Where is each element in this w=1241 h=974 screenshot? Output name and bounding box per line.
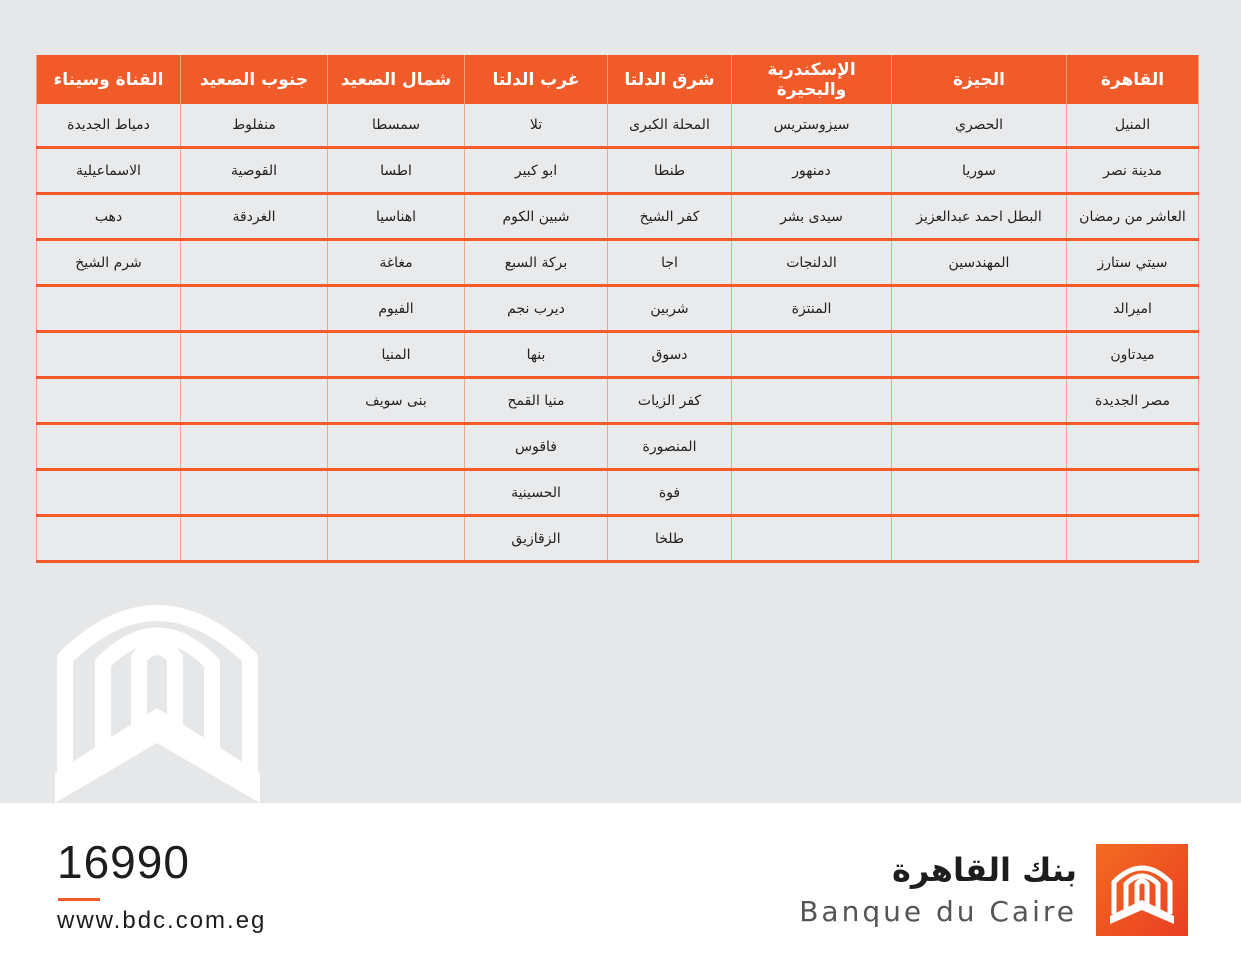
table-row: [37, 148, 1199, 194]
header-alexandria-beheira: الإسكندرية والبحيرة: [732, 55, 892, 104]
table-cell: [181, 378, 328, 424]
table-cell: [181, 516, 328, 562]
table-cell: الحصري: [892, 104, 1067, 148]
table-cell: الزقازيق: [465, 516, 608, 562]
table-cell: [732, 470, 892, 516]
table-cell: مغاغة: [328, 240, 465, 286]
table-cell: [732, 378, 892, 424]
table-cell: سيتي ستارز: [1067, 240, 1199, 286]
table-cell: [181, 240, 328, 286]
table-row: [37, 104, 1199, 148]
table-cell: [328, 470, 465, 516]
table-cell: اجا: [608, 240, 732, 286]
table-cell: المنتزة: [732, 286, 892, 332]
table-cell: [181, 332, 328, 378]
table-cell: [892, 516, 1067, 562]
table-cell: تلا: [465, 104, 608, 148]
table-cell: الاسماعيلية: [37, 148, 181, 194]
table-cell: شرم الشيخ: [37, 240, 181, 286]
table-row: [37, 286, 1199, 332]
table-cell: [181, 424, 328, 470]
table-cell: فوة: [608, 470, 732, 516]
header-north-upper-egypt: شمال الصعيد: [328, 55, 465, 104]
table-cell: الحسينية: [465, 470, 608, 516]
arch-watermark-icon: [55, 578, 260, 803]
table-row: [37, 194, 1199, 240]
table-cell: اهناسيا: [328, 194, 465, 240]
header-canal-sinai: القناة وسيناء: [37, 55, 181, 104]
table-cell: [1067, 470, 1199, 516]
brand-name-english: Banque du Caire: [799, 895, 1077, 928]
table-cell: [37, 516, 181, 562]
table-cell: اطسا: [328, 148, 465, 194]
table-cell: [181, 470, 328, 516]
table-cell: الفيوم: [328, 286, 465, 332]
table-cell: الدلنجات: [732, 240, 892, 286]
table-cell: [181, 286, 328, 332]
header-giza: الجيزة: [892, 55, 1067, 104]
table-cell: [892, 332, 1067, 378]
table-cell: شربين: [608, 286, 732, 332]
table-cell: طلخا: [608, 516, 732, 562]
table-row: [37, 516, 1199, 562]
table-row: [37, 240, 1199, 286]
table-header-row: [37, 55, 1199, 104]
table-cell: بركة السبع: [465, 240, 608, 286]
table-cell: [892, 424, 1067, 470]
table-cell: ميدتاون: [1067, 332, 1199, 378]
table-cell: منفلوط: [181, 104, 328, 148]
table-cell: [892, 378, 1067, 424]
table-cell: طنطا: [608, 148, 732, 194]
accent-divider: [58, 898, 100, 901]
table-cell: بنى سويف: [328, 378, 465, 424]
table-cell: منيا القمح: [465, 378, 608, 424]
table-cell: ديرب نجم: [465, 286, 608, 332]
table-cell: مصر الجديدة: [1067, 378, 1199, 424]
table-cell: [37, 424, 181, 470]
table-cell: الغردقة: [181, 194, 328, 240]
table-row: [37, 470, 1199, 516]
table-cell: سيزوستريس: [732, 104, 892, 148]
table-cell: [732, 424, 892, 470]
header-south-upper-egypt: جنوب الصعيد: [181, 55, 328, 104]
table-cell: مدينة نصر: [1067, 148, 1199, 194]
footer: [0, 803, 1241, 974]
table-cell: [328, 424, 465, 470]
table-cell: دمياط الجديدة: [37, 104, 181, 148]
table-cell: [892, 470, 1067, 516]
header-cairo: القاهرة: [1067, 55, 1199, 104]
brand-name-arabic: بنك القاهرة: [891, 851, 1077, 889]
branches-table-container: [36, 55, 1198, 563]
table-cell: اميرالد: [1067, 286, 1199, 332]
table-cell: القوصية: [181, 148, 328, 194]
table-cell: كفر الزيات: [608, 378, 732, 424]
table-cell: المهندسين: [892, 240, 1067, 286]
table-cell: [892, 286, 1067, 332]
table-cell: دمنهور: [732, 148, 892, 194]
table-cell: [1067, 424, 1199, 470]
table-cell: المحلة الكبرى: [608, 104, 732, 148]
table-row: [37, 424, 1199, 470]
table-row: [37, 332, 1199, 378]
table-cell: [37, 286, 181, 332]
table-cell: [37, 378, 181, 424]
table-cell: [732, 516, 892, 562]
website-link[interactable]: www.bdc.com.eg: [57, 907, 267, 934]
table-cell: شبين الكوم: [465, 194, 608, 240]
bank-arch-logo-icon: [1096, 844, 1188, 936]
table-cell: كفر الشيخ: [608, 194, 732, 240]
table-row: [37, 378, 1199, 424]
table-cell: سوريا: [892, 148, 1067, 194]
hotline-number: 16990: [57, 836, 190, 888]
table-cell: [37, 470, 181, 516]
table-cell: سمسطا: [328, 104, 465, 148]
table-cell: سيدى بشر: [732, 194, 892, 240]
table-cell: بنها: [465, 332, 608, 378]
table-cell: المنصورة: [608, 424, 732, 470]
table-cell: فاقوس: [465, 424, 608, 470]
table-cell: المنيا: [328, 332, 465, 378]
table-cell: [732, 332, 892, 378]
table-cell: [328, 516, 465, 562]
branches-table: [36, 55, 1199, 563]
table-cell: العاشر من رمضان: [1067, 194, 1199, 240]
table-cell: المنيل: [1067, 104, 1199, 148]
header-west-delta: غرب الدلتا: [465, 55, 608, 104]
table-cell: دهب: [37, 194, 181, 240]
table-cell: البطل احمد عبدالعزيز: [892, 194, 1067, 240]
table-cell: دسوق: [608, 332, 732, 378]
table-cell: [1067, 516, 1199, 562]
table-cell: [37, 332, 181, 378]
table-cell: ابو كبير: [465, 148, 608, 194]
header-east-delta: شرق الدلتا: [608, 55, 732, 104]
